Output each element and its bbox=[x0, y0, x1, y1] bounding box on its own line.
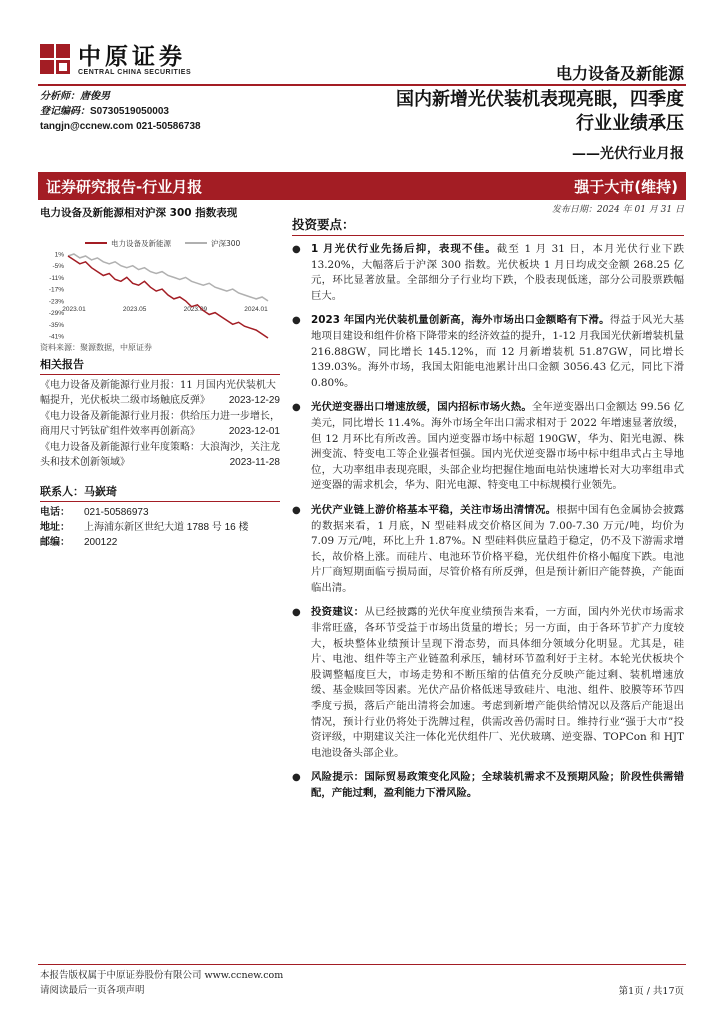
contact-phone-label: 电话： bbox=[40, 507, 70, 518]
y-tick-label: -29% bbox=[48, 310, 64, 318]
brand-name-cn: 中原证券 bbox=[78, 43, 186, 70]
sector-title: 电力设备及新能源 bbox=[555, 64, 684, 83]
y-tick-label: -11% bbox=[49, 274, 64, 282]
investment-point-1 bbox=[292, 242, 684, 304]
footer-left bbox=[40, 968, 283, 998]
related-report-title: 《电力设备及新能源行业月报：供给压力进一步增长，商用尺寸钙钛矿组件效率再创新高》 bbox=[40, 411, 280, 437]
contact-person: 马嶔琦 bbox=[84, 485, 117, 498]
footer-copyright: 本报告版权属于中原证券股份有限公司 www.ccnew.com bbox=[40, 970, 284, 981]
contact-addr: 上海浦东新区世纪大道 1788 号 16 楼 bbox=[84, 522, 249, 533]
headline-line-2: 行业业绩承压 bbox=[576, 113, 684, 134]
investment-points-list bbox=[292, 242, 684, 802]
x-tick-label: 2023.05 bbox=[122, 305, 147, 313]
investment-point-2 bbox=[292, 313, 684, 391]
reg-label: 登记编码： bbox=[40, 106, 90, 117]
report-headline bbox=[396, 88, 684, 136]
y-tick-label: -35% bbox=[48, 321, 64, 329]
point-body: 根据中国有色金属协会披露的数据来看，1 月底，N 型硅料成交价格区间为 7.00-7.30 万元/吨，均价为 7.09 万元/吨，环比上升 1.87%。N 型硅料供应量趋于稳定，仍不及下游需求增长，故价格上涨。而硅片、电池环节价格平稳，光伏组件价格小幅度下跌。电池片厂商短期面临亏损局面，尽管价格有所反弹，但是预计新旧产能替换，产能面临出清。 bbox=[311, 503, 685, 594]
x-tick-label: 2024.01 bbox=[244, 305, 268, 313]
legend-label-0: 电力设备及新能源 bbox=[111, 239, 171, 248]
point-lead: 1 月光伏行业先扬后抑，表现不佳。 bbox=[311, 243, 497, 255]
left-column bbox=[40, 205, 280, 550]
related-report-date: 2023-12-29 bbox=[228, 395, 280, 406]
footer-page: 第1页 / 共17页 bbox=[618, 986, 684, 997]
headline-line-1: 国内新增光伏装机表现亮眼，四季度 bbox=[396, 89, 684, 110]
logo-mark-icon bbox=[40, 44, 72, 76]
related-report-date: 2023-11-28 bbox=[229, 457, 280, 468]
series-line-电力设备及新能源 bbox=[68, 256, 268, 338]
legend-label-1: 沪深300 bbox=[211, 239, 241, 248]
rating: 强于大市(维持) bbox=[574, 177, 678, 196]
analyst-name: 唐俊男 bbox=[80, 91, 110, 102]
related-report-1[interactable] bbox=[40, 378, 280, 408]
y-tick-label: -5% bbox=[52, 263, 64, 271]
analyst-label: 分析师： bbox=[40, 91, 80, 102]
performance-chart-svg bbox=[40, 222, 275, 340]
investment-points-title: 投资要点： bbox=[292, 215, 684, 236]
chart-source: 资料来源：聚源数据，中原证券 bbox=[40, 343, 152, 352]
investment-point-5 bbox=[292, 605, 684, 761]
point-body: 截至 1 月 31 日，本月光伏行业下跌 13.20%，大幅落后于沪深 300 指数。光伏板块 1 月日均成交金额 268.25 亿元，环比显著放量。全部细分子行业均下跌，个股表现低迷，部分公司股票跌幅巨大。 bbox=[311, 243, 684, 302]
point-lead: 风险提示： bbox=[311, 771, 365, 784]
publish-date: 发布日期：2024 年 01 月 31 日 bbox=[551, 205, 684, 215]
right-column bbox=[292, 215, 684, 811]
contact-zip: 200122 bbox=[84, 537, 118, 548]
point-lead: 投资建议： bbox=[311, 606, 365, 619]
related-report-date: 2023-12-01 bbox=[228, 426, 280, 437]
top-divider bbox=[38, 84, 686, 86]
related-report-title: 《电力设备及新能源行业月报：11 月国内光伏装机大幅提升，光伏板块二级市场触底反弹》 bbox=[40, 380, 276, 406]
performance-chart bbox=[40, 222, 275, 340]
related-reports-list bbox=[40, 378, 280, 470]
investment-point-4 bbox=[292, 503, 684, 597]
point-body: 从已经披露的光伏年度业绩预告来看，一方面，国内外光伏市场需求非常旺盛，各环节受益于市场出货量的增长；另一方面，由于各环节扩产力度较大，板块整体业绩预计呈现下滑态势，而具体细分领域分化明显。尤其是，硅片、电池、组件等主产业链盈利承压，辅材环节盈利好于主材。本轮光伏板块个股调整幅度巨大，市场走势和不断压缩的估值充分反映产能过剩、装机增速放缓、基金赎回等因素。光伏产品价格低迷导致硅片、电池、组件、胶膜等环节四季度亏损，落后产能出清将会加速。考虑到新增产能供给情况以及落后产能退出情况，预计行业仍将处于洗牌过程，供需改善仍需时日。维持行业“强于大市”投资评级，中期建议关注一体化光伏组件厂、光伏玻璃、逆变器、TOPCon 和 HJT 电池设备头部企业。 bbox=[311, 606, 685, 759]
report-banner bbox=[38, 172, 686, 200]
x-tick-label: 2023.01 bbox=[62, 305, 86, 313]
related-report-2[interactable] bbox=[40, 409, 280, 439]
footer-divider bbox=[38, 964, 686, 965]
point-body: 国际贸易政策变化风险；全球装机需求不及预期风险；阶段性供需错配，产能过剩，盈利能力下滑风险。 bbox=[311, 771, 685, 799]
related-report-3[interactable] bbox=[40, 440, 280, 470]
point-lead: 光伏产业链上游价格基本平稳，关注市场出清情况。 bbox=[311, 503, 557, 516]
y-tick-label: -23% bbox=[48, 298, 64, 306]
point-body: 得益于风光大基地项目建设和组件价格下降带来的经济效益的提升，1-12 月我国光伏新增装机量 216.88GW，同比增长 145.12%，而 12 月新增装机 51.87GW，同比增长 139.03%。海外市场，我国太阳能电池累计出口金额 3056.43 亿元，同比下滑 0.80%。 bbox=[311, 314, 684, 389]
contact-block bbox=[40, 484, 280, 550]
analyst-contact[interactable]: tangjn@ccnew.com 021-50586738 bbox=[40, 121, 201, 132]
related-reports-title: 相关报告 bbox=[40, 356, 280, 375]
chart-title: 电力设备及新能源相对沪深 300 指数表现 bbox=[40, 207, 238, 219]
brand-logo bbox=[40, 40, 191, 80]
x-tick-label: 2023.09 bbox=[183, 305, 208, 313]
brand-name-en: CENTRAL CHINA SECURITIES bbox=[78, 68, 192, 76]
contact-person-label: 联系人： bbox=[40, 485, 84, 498]
y-tick-label: -17% bbox=[48, 286, 64, 294]
reg-code: S0730519050003 bbox=[90, 106, 169, 117]
point-lead: 2023 年国内光伏装机量创新高，海外市场出口金额略有下滑。 bbox=[311, 314, 610, 327]
investment-point-3 bbox=[292, 400, 684, 494]
report-type: 证券研究报告-行业月报 bbox=[46, 177, 203, 196]
analyst-info bbox=[40, 89, 201, 134]
footer-disclaimer: 请阅读最后一页各项声明 bbox=[40, 985, 145, 996]
y-tick-label: 1% bbox=[54, 251, 64, 259]
contact-addr-label: 地址： bbox=[40, 522, 70, 533]
series-line-沪深300 bbox=[68, 254, 268, 301]
report-subtitle: ——光伏行业月报 bbox=[572, 146, 684, 162]
investment-point-6 bbox=[292, 770, 684, 801]
contact-zip-label: 邮编： bbox=[40, 537, 70, 548]
related-report-title: 《电力设备及新能源行业年度策略：大浪淘沙，关注龙头和技术创新领域》 bbox=[40, 442, 280, 468]
y-tick-label: -41% bbox=[48, 333, 64, 340]
contact-phone: 021-50586973 bbox=[84, 507, 149, 518]
point-lead: 光伏逆变器出口增速放缓，国内招标市场火热。 bbox=[311, 401, 532, 414]
point-body: 全年逆变器出口金额达 99.56 亿美元，同比增长 11.4%。海外市场全年出口需求相对于 2022 年增速显著放缓，但 12 月环比有所改善。国内逆变器市场中标超 190GW，华为、阳光电源、株洲变流、特变电工等企业强者恒强。国内光伏逆变器市场中标中组串式占主导地位，大功率组串表现亮眼，头部企业均把握住地面电站快速增长对大功率组串式逆变器的需求机会，华为、阳光电源、特变电工中标规模行业领先。 bbox=[311, 401, 684, 492]
